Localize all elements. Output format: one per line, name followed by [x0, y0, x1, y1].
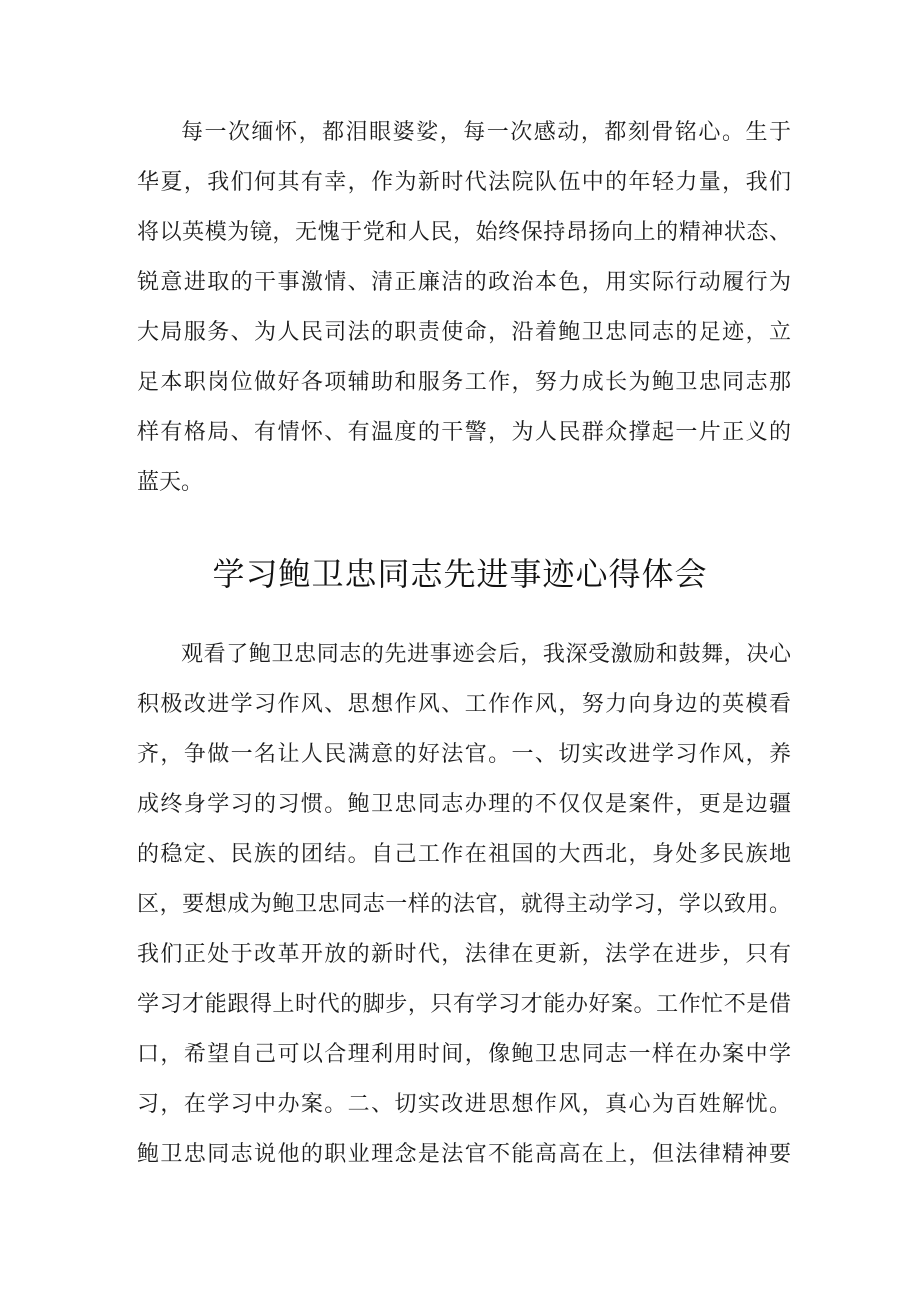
section-title: 学习鲍卫忠同志先进事迹心得体会	[212, 555, 708, 593]
paragraph-line: 学习才能跟得上时代的脚步，只有学习才能办好案。工作忙不是借	[137, 992, 791, 1017]
paragraph-line: 鲍卫忠同志说他的职业理念是法官不能高高在上，但法律精神要	[137, 1142, 791, 1167]
paragraph-reflection	[137, 630, 791, 1180]
paragraph-remembrance	[137, 108, 791, 508]
paragraph-line: 齐，争做一名让人民满意的好法官。一、切实改进学习作风，养	[137, 742, 791, 767]
paragraph-line: 的稳定、民族的团结。自己工作在祖国的大西北，身处多民族地	[137, 842, 791, 867]
paragraph-line: 样有格局、有情怀、有温度的干警，为人民群众撑起一片正义的	[137, 420, 791, 445]
paragraph-line: 积极改进学习作风、思想作风、工作作风，努力向身边的英模看	[137, 692, 791, 717]
paragraph-line: 每一次缅怀，都泪眼婆娑，每一次感动，都刻骨铭心。生于	[181, 120, 791, 145]
paragraph-line: 习，在学习中办案。二、切实改进思想作风，真心为百姓解忧。	[137, 1092, 791, 1117]
paragraph-line: 区，要想成为鲍卫忠同志一样的法官，就得主动学习，学以致用。	[137, 892, 791, 917]
paragraph-line: 将以英模为镜，无愧于党和人民，始终保持昂扬向上的精神状态、	[137, 220, 791, 245]
paragraph-line: 观看了鲍卫忠同志的先进事迹会后，我深受激励和鼓舞，决心	[181, 642, 791, 667]
paragraph-line: 足本职岗位做好各项辅助和服务工作，努力成长为鲍卫忠同志那	[137, 370, 791, 395]
paragraph-line: 我们正处于改革开放的新时代，法律在更新，法学在进步，只有	[137, 942, 791, 967]
paragraph-line: 成终身学习的习惯。鲍卫忠同志办理的不仅仅是案件，更是边疆	[137, 792, 791, 817]
paragraph-line: 口，希望自己可以合理利用时间，像鲍卫忠同志一样在办案中学	[137, 1042, 791, 1067]
paragraph-line: 蓝天。	[137, 470, 204, 495]
paragraph-line: 大局服务、为人民司法的职责使命，沿着鲍卫忠同志的足迹，立	[137, 320, 791, 345]
paragraph-line: 华夏，我们何其有幸，作为新时代法院队伍中的年轻力量，我们	[137, 170, 791, 195]
paragraph-line: 锐意进取的干事激情、清正廉洁的政治本色，用实际行动履行为	[137, 270, 791, 295]
